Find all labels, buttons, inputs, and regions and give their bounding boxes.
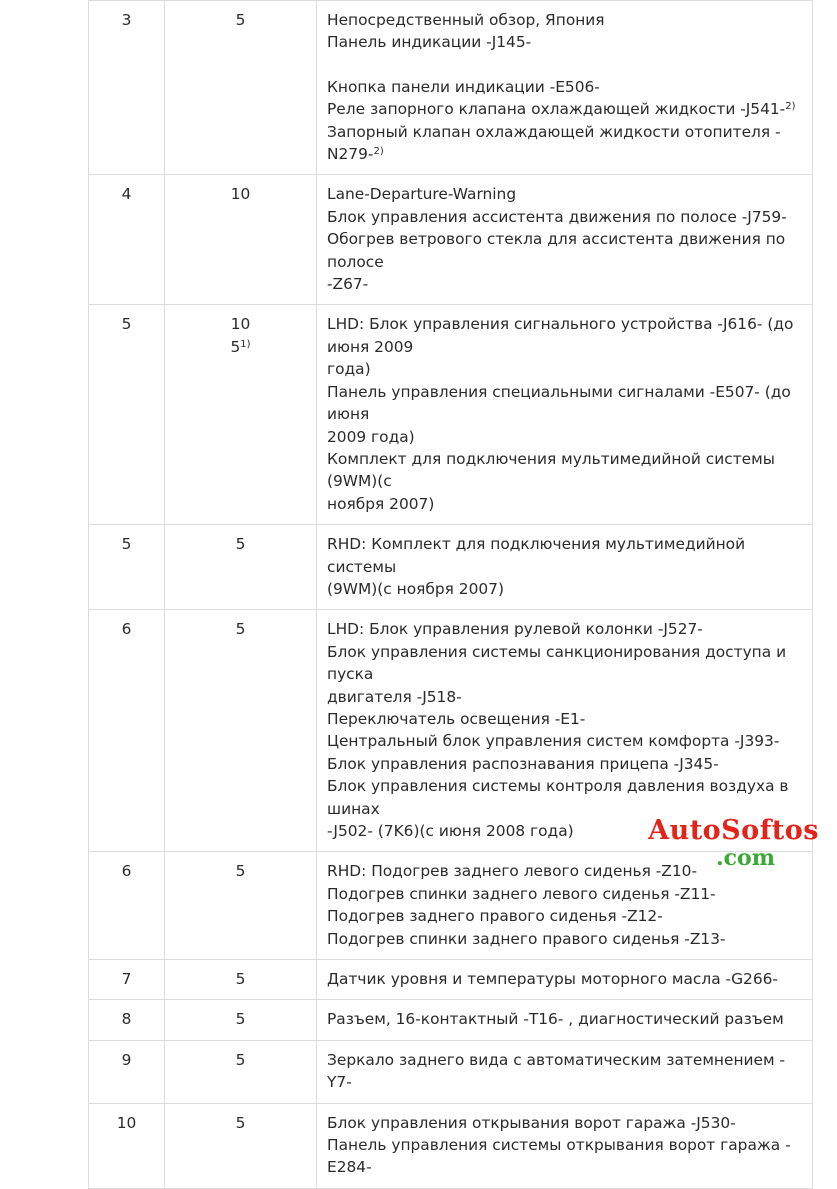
description-text: LHD: Блок управления сигнального устройства -J616- (до июня 2009 bbox=[327, 315, 794, 356]
amperage-text: 5 bbox=[235, 620, 246, 639]
description-line bbox=[327, 641, 802, 686]
description-text: (9WM)(с ноября 2007) bbox=[327, 579, 504, 598]
table-body bbox=[89, 1, 813, 1189]
amperage-value bbox=[175, 1112, 306, 1134]
description-line bbox=[327, 31, 802, 53]
description-line bbox=[327, 1049, 802, 1094]
description-text: ноября 2007) bbox=[327, 494, 435, 513]
fuse-table bbox=[88, 0, 813, 1189]
description-text: Панель управления системы открывания ворот гаража -E284- bbox=[327, 1136, 791, 1177]
description-text: Зеркало заднего вида с автоматическим затемнением -Y7- bbox=[327, 1050, 786, 1092]
description-line bbox=[327, 905, 802, 927]
fuse-amperage-cell bbox=[165, 960, 317, 1000]
amperage-value bbox=[175, 336, 306, 358]
fuse-description-cell bbox=[317, 175, 813, 305]
fuse-number-cell: 6 bbox=[89, 610, 165, 852]
description-text: RHD: Подогрев заднего левого сиденья -Z10- bbox=[327, 862, 697, 881]
fuse-amperage-cell bbox=[165, 175, 317, 305]
fuse-amperage-cell bbox=[165, 525, 317, 610]
description-line bbox=[327, 76, 802, 98]
description-text: Непосредственный обзор, Япония bbox=[327, 11, 605, 29]
description-line bbox=[327, 98, 802, 120]
description-text: Датчик уровня и температуры моторного масла -G266- bbox=[327, 970, 778, 989]
amperage-value bbox=[175, 183, 306, 205]
description-line bbox=[327, 313, 802, 358]
table-row bbox=[89, 175, 813, 305]
watermark-logo bbox=[619, 815, 819, 885]
fuse-number-cell: 9 bbox=[89, 1040, 165, 1103]
description-text: Кнопка панели индикации -E506- bbox=[327, 77, 600, 96]
description-text: Запорный клапан охлаждающей жидкости отопителя -N279- bbox=[327, 122, 781, 164]
description-text: года) bbox=[327, 360, 371, 379]
description-line bbox=[327, 228, 802, 273]
description-text: Центральный блок управления систем комфорта -J393- bbox=[327, 732, 780, 751]
fuse-amperage-cell bbox=[165, 610, 317, 852]
description-text: Реле запорного клапана охлаждающей жидкости -J541- bbox=[327, 100, 786, 119]
amperage-text: 5 bbox=[235, 970, 246, 989]
description-text: Подогрев заднего правого сиденья -Z12- bbox=[327, 907, 663, 926]
description-text: 2009 года) bbox=[327, 427, 415, 446]
description-text: Панель управления специальными сигналами -E507- (до июня bbox=[327, 382, 791, 424]
amperage-text: 5 bbox=[235, 535, 246, 554]
description-text: Блок управления открывания ворот гаража -J530- bbox=[327, 1113, 736, 1132]
description-line bbox=[327, 1134, 802, 1179]
fuse-description-cell bbox=[317, 1103, 813, 1188]
amperage-text: 5 bbox=[230, 337, 241, 356]
description-line bbox=[327, 686, 802, 708]
description-text: Блок управления системы контроля давления воздуха в шинах bbox=[327, 777, 789, 818]
amperage-value bbox=[175, 618, 306, 640]
footnote-marker: 1) bbox=[240, 338, 251, 350]
description-line bbox=[327, 493, 802, 515]
fuse-description-cell bbox=[317, 525, 813, 610]
description-text: -Z67- bbox=[327, 275, 369, 294]
description-text: Комплект для подключения мультимедийной системы (9WM)(с bbox=[327, 449, 775, 491]
description-line bbox=[327, 968, 802, 990]
description-line bbox=[327, 426, 802, 448]
fuse-number-cell: 6 bbox=[89, 852, 165, 960]
description-text: Блок управления системы санкционирования доступа и пуска bbox=[327, 642, 787, 684]
fuse-number-cell: 4 bbox=[89, 175, 165, 305]
fuse-number-cell: 8 bbox=[89, 1000, 165, 1040]
table-row bbox=[89, 305, 813, 525]
table-row bbox=[89, 1, 813, 175]
fuse-description-cell bbox=[317, 1000, 813, 1040]
watermark-line1: AutoSoftos bbox=[648, 815, 819, 846]
description-line bbox=[327, 775, 802, 820]
table-row bbox=[89, 1040, 813, 1103]
amperage-value bbox=[175, 1049, 306, 1071]
description-line bbox=[327, 183, 802, 205]
description-text: Блок управления ассистента движения по полосе -J759- bbox=[327, 207, 787, 226]
description-line bbox=[327, 533, 802, 578]
fuse-number-cell: 5 bbox=[89, 305, 165, 525]
fuse-number-cell: 10 bbox=[89, 1103, 165, 1188]
description-line bbox=[327, 708, 802, 730]
description-text: RHD: Комплект для подключения мультимедийной системы bbox=[327, 535, 746, 576]
description-line bbox=[327, 1008, 802, 1030]
footnote-marker: 2) bbox=[373, 146, 384, 158]
description-text: Lane-Departure-Warning bbox=[327, 185, 517, 204]
description-text: Подогрев спинки заднего левого сиденья -Z11- bbox=[327, 884, 716, 903]
amperage-value bbox=[175, 533, 306, 555]
fuse-amperage-cell bbox=[165, 1000, 317, 1040]
table-row bbox=[89, 525, 813, 610]
description-line bbox=[327, 9, 802, 31]
description-line bbox=[327, 358, 802, 380]
amperage-value bbox=[175, 1008, 306, 1030]
fuse-amperage-cell bbox=[165, 1040, 317, 1103]
description-text: LHD: Блок управления рулевой колонки -J527- bbox=[327, 620, 703, 639]
amperage-value bbox=[175, 968, 306, 990]
description-line bbox=[327, 578, 802, 600]
description-line bbox=[327, 753, 802, 775]
amperage-text: 5 bbox=[235, 1113, 246, 1132]
description-text: Блок управления распознавания прицепа -J345- bbox=[327, 754, 719, 773]
fuse-amperage-cell bbox=[165, 1, 317, 175]
table-row bbox=[89, 960, 813, 1000]
description-line bbox=[327, 121, 802, 166]
description-line bbox=[327, 448, 802, 493]
fuse-description-cell bbox=[317, 305, 813, 525]
description-line bbox=[327, 883, 802, 905]
fuse-description-cell bbox=[317, 1040, 813, 1103]
footnote-marker: 2) bbox=[785, 101, 796, 113]
amperage-text: 10 bbox=[230, 185, 251, 204]
amperage-value bbox=[175, 313, 306, 335]
fuse-number-cell: 7 bbox=[89, 960, 165, 1000]
description-line bbox=[327, 928, 802, 950]
amperage-value bbox=[175, 860, 306, 882]
fuse-description-cell bbox=[317, 1, 813, 175]
amperage-text: 5 bbox=[235, 862, 246, 881]
table-row bbox=[89, 1000, 813, 1040]
fuse-amperage-cell bbox=[165, 305, 317, 525]
description-text: Переключатель освещения -E1- bbox=[327, 709, 586, 728]
description-line bbox=[327, 730, 802, 752]
description-line bbox=[327, 273, 802, 295]
amperage-value bbox=[175, 9, 306, 31]
amperage-text: 5 bbox=[235, 1050, 246, 1069]
description-line bbox=[327, 206, 802, 228]
description-line bbox=[327, 1112, 802, 1134]
description-text: Разъем, 16-контактный -T16- , диагностический разъем bbox=[327, 1010, 784, 1029]
description-text: Панель индикации -J145- bbox=[327, 33, 532, 52]
description-text: Обогрев ветрового стекла для ассистента движения по полосе bbox=[327, 230, 786, 271]
fuse-number-cell: 3 bbox=[89, 1, 165, 175]
description-text: двигателя -J518- bbox=[327, 687, 462, 706]
description-line bbox=[327, 618, 802, 640]
amperage-text: 10 bbox=[230, 315, 251, 334]
amperage-text: 5 bbox=[235, 11, 246, 29]
fuse-amperage-cell bbox=[165, 852, 317, 960]
amperage-text: 5 bbox=[235, 1010, 246, 1029]
description-line bbox=[327, 381, 802, 426]
fuse-description-cell bbox=[317, 960, 813, 1000]
description-text: Подогрев спинки заднего правого сиденья -Z13- bbox=[327, 929, 726, 948]
fuse-number-cell: 5 bbox=[89, 525, 165, 610]
fuse-amperage-cell bbox=[165, 1103, 317, 1188]
watermark-line2: .com bbox=[715, 845, 775, 871]
description-text: -J502- (7K6)(с июня 2008 года) bbox=[327, 822, 574, 840]
table-row bbox=[89, 1103, 813, 1188]
